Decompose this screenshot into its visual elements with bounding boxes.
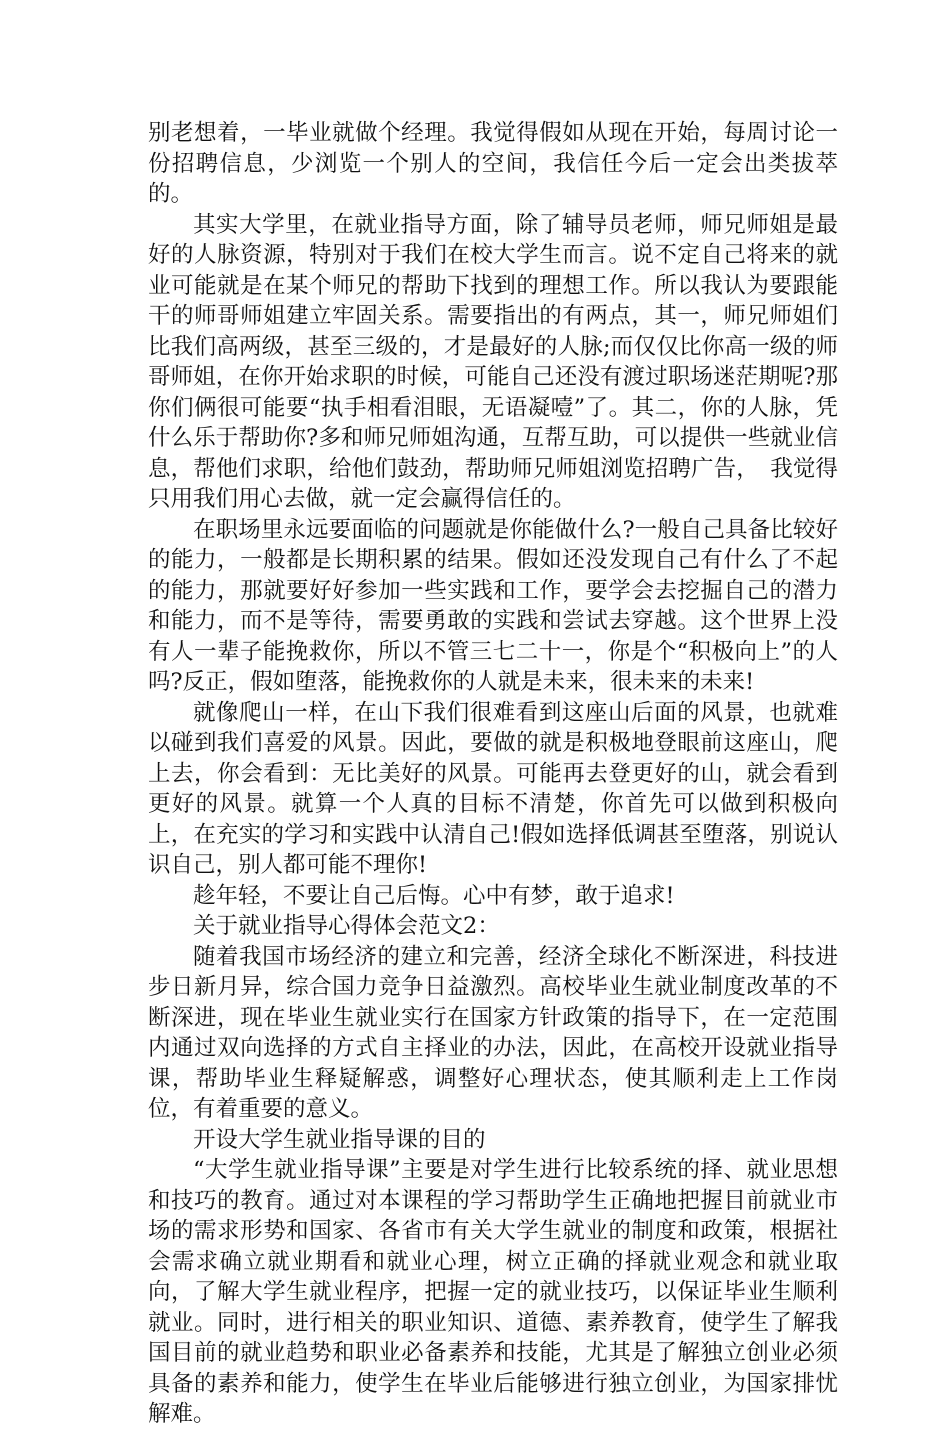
- paragraph-1: 别老想着，一毕业就做个经理。我觉得假如从现在开始，每周讨论一份招聘信息，少浏览一个别人的空间，我信任今后一定会出类拔萃的。: [148, 120, 838, 207]
- document-body: [148, 118, 838, 1430]
- paragraph-9: “大学生就业指导课”主要是对学生进行比较系统的择、就业思想和技巧的教育。通过对本课程的学习帮助学生正确地把握目前就业市场的需求形势和国家、各省市有关大学生就业的制度和政策，根据社会需求确立就业期看和就业心理，树立正确的择就业观念和就业取向，了解大学生就业程序，把握一定的就业技巧，以保证毕业生顺利就业。同时，进行相关的职业知识、道德、素养教育，使学生了解我国目前的就业趋势和职业必备素养和技能，尤其是了解独立创业必须具备的素养和能力，使学生在毕业后能够进行独立创业，为国家排忧解难。: [148, 1157, 838, 1427]
- paragraph-4: 就像爬山一样，在山下我们很难看到这座山后面的风景，也就难以碰到我们喜爱的风景。因此，要做的就是积极地登眼前这座山，爬上去，你会看到：无比美好的风景。可能再去登更好的山，就会看到更好的风景。就算一个人真的目标不清楚，你首先可以做到积极向上，在充实的学习和实践中认清自己!假如选择低调甚至堕落，别说认识自己，别人都可能不理你!: [148, 699, 838, 878]
- section-heading-sample-2: 关于就业指导心得体会范文2：: [193, 913, 500, 939]
- paragraph-7: 随着我国市场经济的建立和完善，经济全球化不断深进，科技进步日新月异，综合国力竞争日益激烈。高校毕业生就业制度改革的不断深进，现在毕业生就业实行在国家方针政策的指导下，在一定范围内通过双向选择的方式自主择业的办法，因此，在高校开设就业指导课，帮助毕业生释疑解惑，调整好心理状态，使其顺利走上工作岗位，有着重要的意义。: [148, 943, 838, 1122]
- paragraph-5: 趁年轻，不要让自己后悔。心中有梦，敢于追求!: [193, 882, 675, 909]
- paragraph-3: 在职场里永远要面临的问题就是你能做什么?一般自己具备比较好的能力，一般都是长期积累的结果。假如还没发现自己有什么了不起的能力，那就要好好参加一些实践和工作，要学会去挖掘自己的潜力和能力，而不是等待，需要勇敢的实践和尝试去穿越。这个世界上没有人一辈子能挽救你，所以不管三七二十一，你是个“积极向上”的人吗?反正，假如堕落，能挽救你的人就是未来，很未来的未来!: [148, 516, 838, 695]
- paragraph-2: 其实大学里，在就业指导方面，除了辅导员老师，师兄师姐是最好的人脉资源，特别对于我们在校大学生而言。说不定自己将来的就业可能就是在某个师兄的帮助下找到的理想工作。所以我认为要跟能干的师哥师姐建立牢固关系。需要指出的有两点，其一，师兄师姐们比我们高两级，甚至三级的，才是最好的人脉;而仅仅比你高一级的师哥师姐，在你开始求职的时候，可能自己还没有渡过职场迷茫期呢?那你们俩很可能要“执手相看泪眼，无语凝噎”了。其二，你的人脉，凭什么乐于帮助你?多和师兄师姐沟通，互帮互助，可以提供一些就业信息，帮他们求职，给他们鼓劲，帮助师兄师姐浏览招聘广告， 我觉得只用我们用心去做，就一定会赢得信任的。: [148, 211, 838, 512]
- section-heading-purpose: 开设大学生就业指导课的目的: [193, 1126, 486, 1153]
